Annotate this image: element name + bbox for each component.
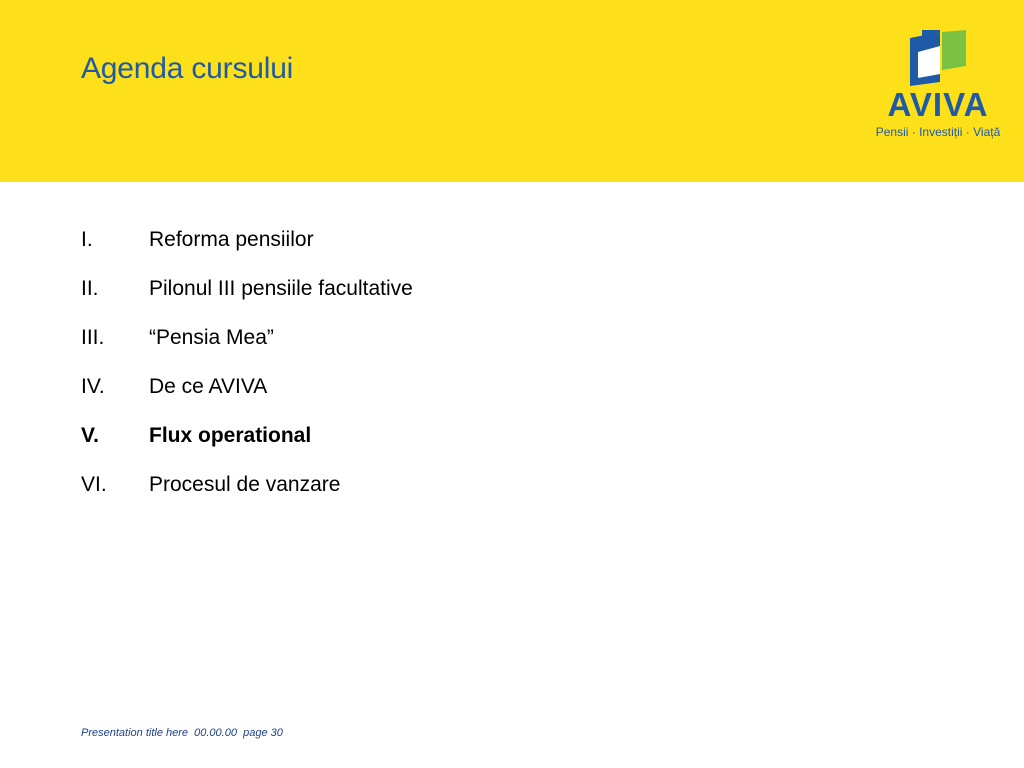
aviva-wordmark: AVIVA: [887, 86, 989, 123]
aviva-logo: [868, 30, 1008, 145]
agenda-item-number: II.: [81, 277, 99, 300]
agenda-item-number: VI.: [81, 473, 107, 496]
agenda-item-text: De ce AVIVA: [149, 375, 268, 398]
slide-footer: [81, 727, 283, 739]
agenda-item-number: III.: [81, 326, 105, 349]
agenda-item-text: “Pensia Mea”: [149, 326, 274, 349]
aviva-tagline: Pensii · Investiții · Viață: [875, 125, 1001, 139]
agenda-item-text: Pilonul III pensiile facultative: [149, 277, 413, 300]
footer-date: 00.00.00: [194, 727, 237, 739]
agenda-item-number: IV.: [81, 375, 105, 398]
footer-page-number: page 30: [243, 727, 283, 739]
agenda-item-text: Reforma pensiilor: [149, 228, 314, 251]
footer-presentation-title: Presentation title here: [81, 727, 189, 739]
agenda-item-text: Flux operational: [149, 424, 312, 447]
aviva-logo-icon: [910, 30, 968, 86]
agenda-item-text: Procesul de vanzare: [149, 473, 341, 496]
agenda-item-number: V.: [81, 424, 99, 447]
agenda-item-number: I.: [81, 228, 93, 251]
slide-title: Agenda cursului: [81, 52, 294, 85]
